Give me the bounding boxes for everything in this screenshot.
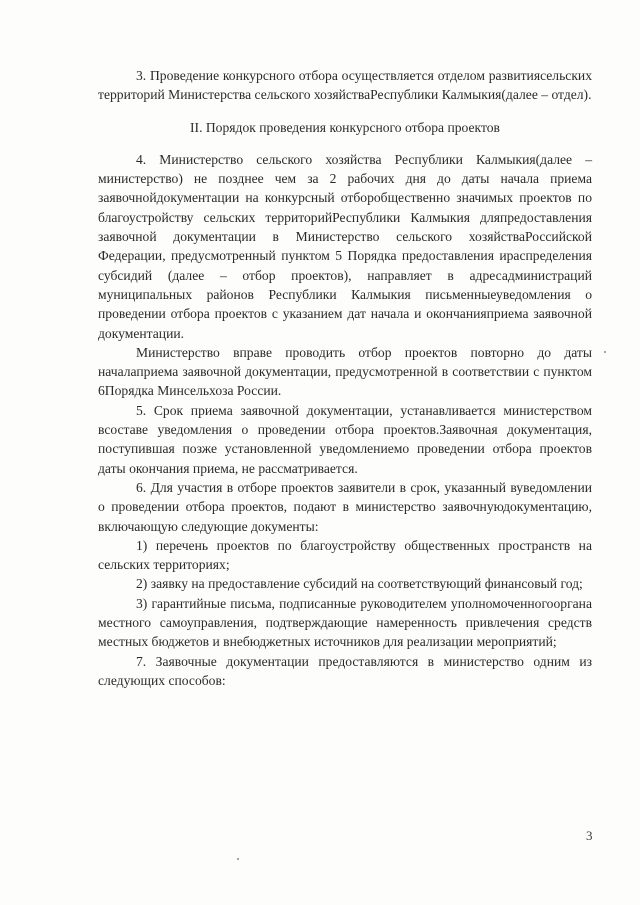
paragraph-3: 3. Проведение конкурсного отбора осуществляется отделом развитиясельских территорий Министерства сельского хозяйстваРеспублики Калмыкия(далее – отдел). (98, 68, 592, 103)
paragraph-4: 4. Министерство сельского хозяйства Республики Калмыкия(далее – министерство) не позднее чем за 2 рабочих дня до даты начала приема заявочнойдокументации на конкурсный отборобщественно значимых проектов по благоустройству сельских территорийРеспублики Калмыкия дляпредоставления заявочной документации в Министерство сельского хозяйстваРоссийской Федерации, предусмотренный пунктом 5 Порядка предоставления ираспределения субсидий (далее – отбор проектов), направляет в адресадминистраций муниципальных районов Республики Калмыкия письменныеуведомления о проведении отбора проектов с указанием дат начала и окончанияприема заявочной документации. (98, 151, 592, 341)
paragraph-6: 6. Для участия в отборе проектов заявители в срок, указанный вуведомлении о проведении отбора проектов, подают в министерство заявочнуюдокументацию, включающую следующие документы: (98, 479, 592, 534)
paragraph-5: 5. Срок приема заявочной документации, устанавливается министерством всоставе уведомления о проведении отбора проектов.Заявочная документация, поступившая позже установленной уведомлениемо проведении отбора проектов даты окончания приема, не рассматривается. (98, 402, 592, 476)
paragraph-7: 7. Заявочные документации предоставляются в министерство одним из следующих способов: (98, 653, 592, 688)
scan-speck (604, 351, 606, 353)
list-item-2: 2) заявку на предоставление субсидий на соответствующий финансовый год; (136, 576, 583, 592)
paragraph-repeat-selection: Министерство вправе проводить отбор проектов повторно до даты началаприема заявочной документации, предусмотренной в соответствии с пунктом 6Порядка Минсельхоза России. (98, 344, 592, 399)
list-item-3: 3) гарантийные письма, подписанные руководителем уполномоченногооргана местного самоуправления, подтверждающие намеренность привлечения средств местных бюджетов и внебюджетных источников для реализации мероприятий; (98, 595, 592, 650)
page-number: 3 (586, 828, 593, 843)
scan-speck (237, 858, 239, 860)
document-body (98, 66, 592, 690)
list-item-1: 1) перечень проектов по благоустройству общественных пространств на сельских территориях; (98, 537, 592, 573)
section-heading: II. Порядок проведения конкурсного отбора проектов (190, 119, 500, 135)
